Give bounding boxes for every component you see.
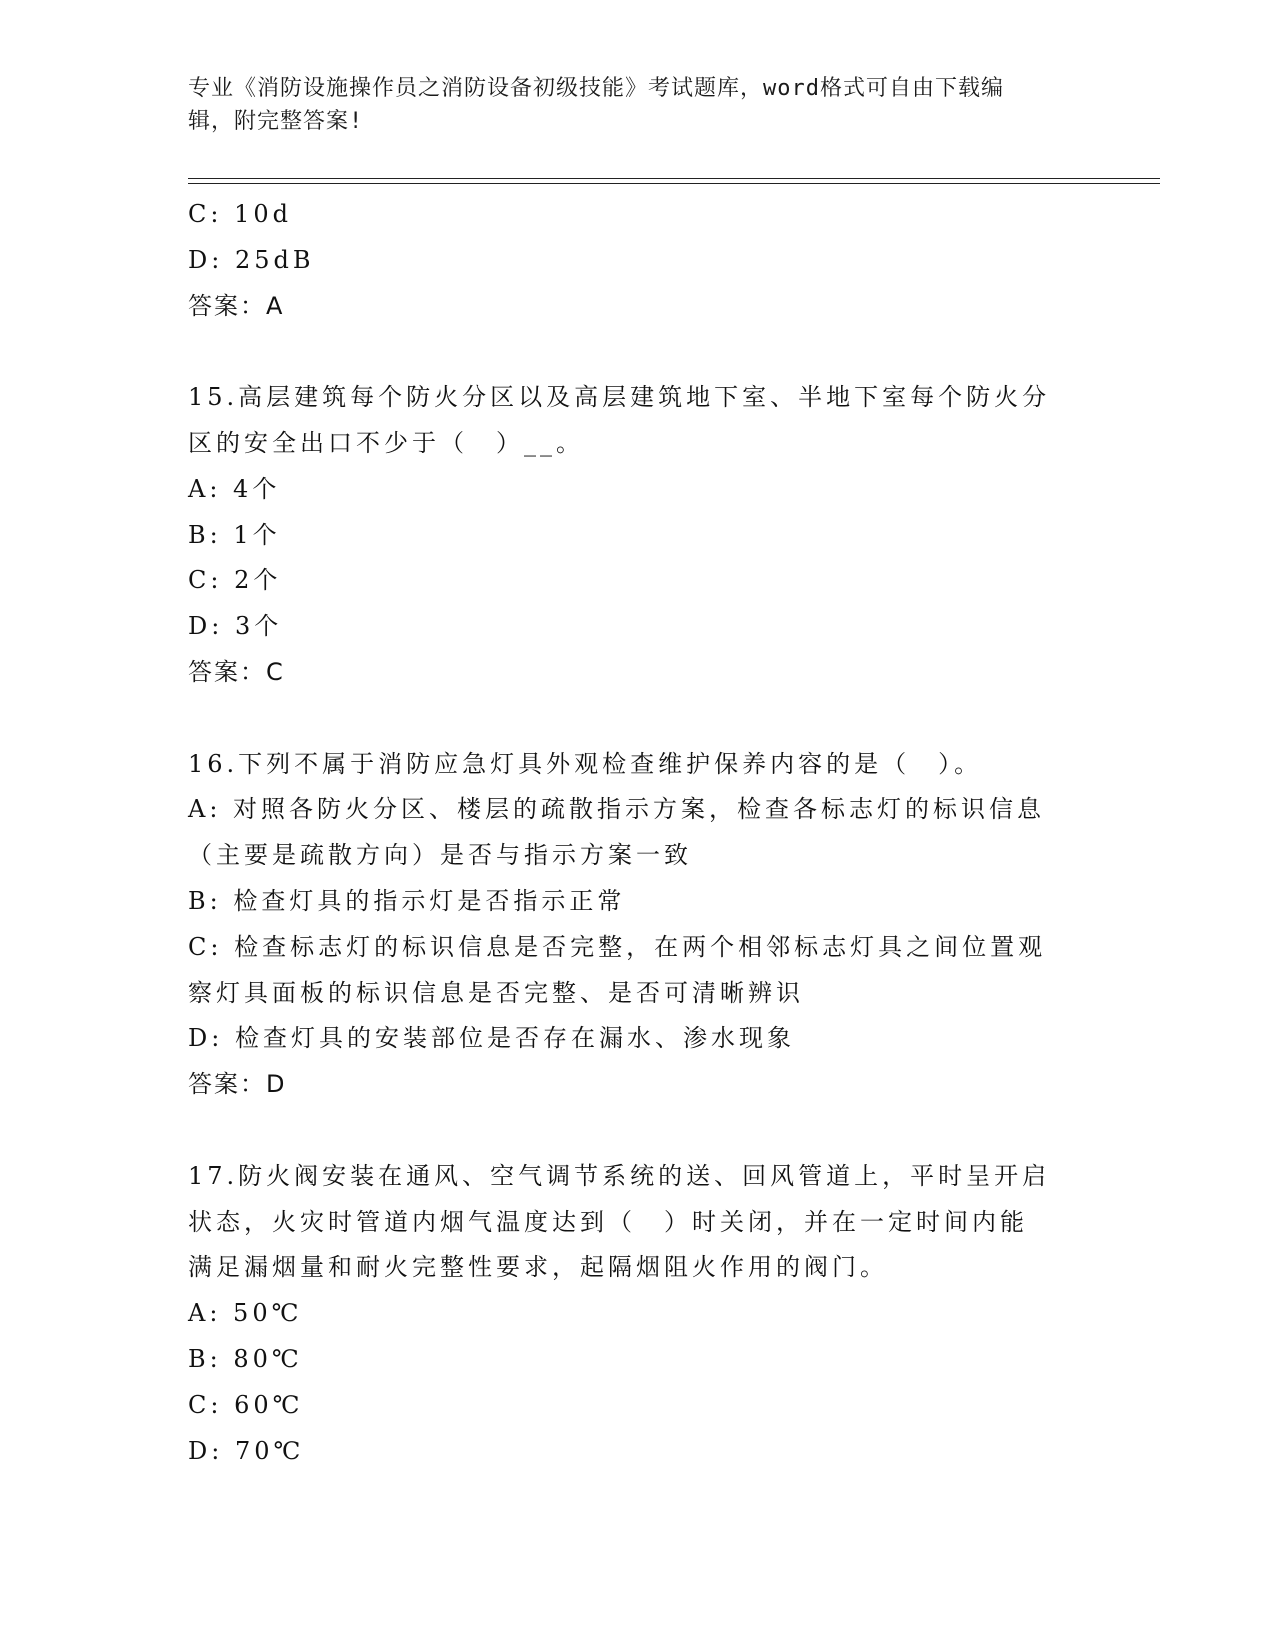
option-line: B: 80℃: [188, 1344, 303, 1373]
question-stem: 区的安全出口不少于（ ）__。: [188, 428, 584, 457]
option-line: B: 1个: [188, 520, 281, 549]
option-line: A: 4个: [188, 474, 281, 503]
header-line-1: 专业《消防设施操作员之消防设备初级技能》考试题库，word格式可自由下载编: [188, 76, 1004, 101]
option-line: D: 25dB: [188, 245, 315, 274]
option-line: 察灯具面板的标识信息是否完整、是否可清晰辨识: [188, 978, 804, 1007]
option-line: （主要是疏散方向）是否与指示方案一致: [188, 841, 692, 870]
answer-line: 答案：D: [188, 1070, 287, 1099]
spacer: [188, 1108, 1088, 1154]
question-17: [188, 1154, 1088, 1475]
spacer: [188, 329, 1088, 375]
spacer: [188, 696, 1088, 742]
header-line-2: 辑，附完整答案!: [188, 109, 364, 134]
header-divider-bottom: [188, 183, 1160, 184]
document-header: [188, 72, 1068, 138]
option-line: B: 检查灯具的指示灯是否指示正常: [188, 886, 626, 915]
document-body: [188, 192, 1088, 1474]
question-16: [188, 742, 1088, 1108]
option-line: D: 70℃: [188, 1436, 305, 1465]
option-line: D: 检查灯具的安装部位是否存在漏水、渗水现象: [188, 1024, 795, 1053]
option-line: A: 对照各防火分区、楼层的疏散指示方案，检查各标志灯的标识信息: [188, 795, 1046, 824]
option-line: C: 60℃: [188, 1390, 304, 1419]
question-stem: 满足漏烟量和耐火完整性要求，起隔烟阻火作用的阀门。: [188, 1253, 888, 1282]
option-line: D: 3个: [188, 612, 283, 641]
option-line: A: 50℃: [188, 1299, 303, 1328]
question-15: [188, 375, 1088, 696]
question-stem: 17.防火阀安装在通风、空气调节系统的送、回风管道上，平时呈开启: [188, 1161, 1051, 1190]
question-stem: 16.下列不属于消防应急灯具外观检查维护保养内容的是（ ）。: [188, 749, 983, 778]
answer-line: 答案：A: [188, 291, 285, 320]
option-line: C: 10d: [188, 200, 292, 228]
option-line: C: 检查标志灯的标识信息是否完整，在两个相邻标志灯具之间位置观: [188, 932, 1047, 961]
answer-line: 答案：C: [188, 657, 285, 686]
prev-question-tail: [188, 192, 1088, 329]
option-line: C: 2个: [188, 566, 282, 595]
question-stem: 15.高层建筑每个防火分区以及高层建筑地下室、半地下室每个防火分: [188, 383, 1051, 412]
question-stem: 状态，火灾时管道内烟气温度达到（ ）时关闭，并在一定时间内能: [188, 1207, 1028, 1236]
header-divider-top: [188, 178, 1160, 179]
